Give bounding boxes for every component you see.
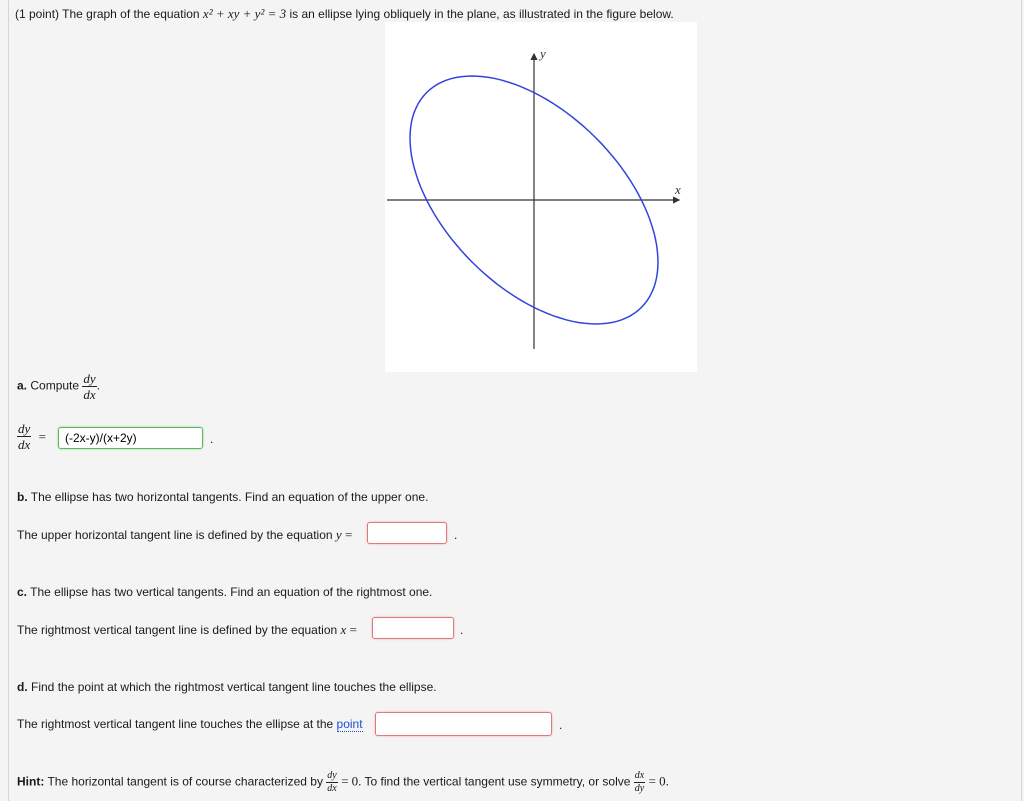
problem-panel: (1 point) The graph of the equation x² + xy + y² = 3 is an ellipse lying obliquely in the plane, as illustrated in the figure below. y x a. Compute $\frac{dy}{dx}$ . $\frac{dy}{dx}$ = (-2x-y)/(x+2y) . b. The ellipse has two horizontal tangents. Find an equation of the upper one. The upper horizontal tangent line is defined by the equation y = . c. The ellipse has two vertical tangents. Find an equation of the rightmost one. The rightmost vertical tangent line is defined by the equation x = . d. Find the point at which the rightmost vertical tangent line touches the ellipse. The rightmost vertical tangent line touches the ellipse at the point . Hint: The horizontal tangent is of course characterized by $\frac{dy}{dx}$ = 0. To find the vertical tangent use symmetry, or solve $\frac{dx}{dy}$ = 0. — [8, 0, 1022, 801]
hint-eq-2: = 0. — [648, 773, 669, 789]
part-a-prompt-text: Compute — [30, 378, 80, 393]
y-axis-label: y — [540, 46, 546, 61]
part-b-statement-text: The upper horizontal tangent line is defined by the equation — [17, 528, 333, 542]
part-b-statement: The upper horizontal tangent line is defined by the equation y = — [17, 527, 353, 542]
part-c-statement: The rightmost vertical tangent line is defined by the equation x = — [17, 622, 358, 637]
equals-sign: = — [38, 428, 46, 444]
hint-line — [17, 771, 669, 794]
part-d-statement-text: The rightmost vertical tangent line touches the ellipse at the — [17, 717, 334, 731]
part-d-statement — [17, 717, 363, 731]
hint-eq-1: = 0. — [341, 773, 362, 789]
hint-f1-numerator: dy — [327, 770, 337, 781]
ellipse-graph — [385, 22, 697, 372]
part-c-prompt — [17, 585, 432, 599]
part-b-prompt — [17, 490, 428, 504]
intro-equation: x² + xy + y² = 3 — [202, 6, 287, 21]
dy-dx-fraction — [82, 372, 96, 401]
hint-f1-denominator: dx — [327, 783, 337, 794]
part-d-prompt — [17, 680, 437, 694]
part-b-variable: y — [335, 527, 342, 542]
part-c-answer-input[interactable] — [372, 617, 454, 639]
intro-prefix: (1 point) The graph of the equation — [15, 7, 200, 21]
point-help-link[interactable]: point — [336, 717, 363, 731]
hint-f2-numerator: dx — [634, 770, 645, 781]
part-d-prompt-text: Find the point at which the rightmost vertical tangent line touches the ellipse. — [31, 680, 437, 694]
problem-intro — [15, 6, 674, 22]
part-d-answer-input[interactable] — [375, 712, 552, 736]
lhs-denominator: dx — [18, 437, 31, 452]
part-a-answer-row — [17, 422, 46, 451]
intro-suffix: is an ellipse lying obliquely in the plane, as illustrated in the figure below. — [289, 7, 674, 21]
part-a-answer-input[interactable] — [58, 427, 203, 449]
ellipse-figure — [385, 22, 697, 372]
part-c-label: c. — [17, 585, 28, 599]
x-axis-label: x — [675, 182, 681, 197]
part-a-prompt: a. Compute $\frac{dy}{dx}$ . — [17, 371, 101, 402]
dy-dx-lhs — [17, 422, 31, 451]
part-b-answer-input[interactable] — [367, 522, 447, 544]
hint-f2-denominator: dy — [634, 783, 645, 794]
part-b-label: b. — [17, 490, 28, 504]
part-a-label: a. — [17, 378, 28, 393]
hint-dx-dy-fraction — [634, 771, 645, 794]
lhs-numerator: dy — [18, 421, 31, 436]
part-c-prompt-text: The ellipse has two vertical tangents. Find an equation of the rightmost one. — [30, 585, 433, 599]
hint-dy-dx-fraction — [326, 771, 337, 794]
hint-label: Hint: — [17, 774, 45, 789]
hint-text-1: The horizontal tangent is of course characterized by — [47, 774, 323, 789]
hint-text-2: To find the vertical tangent use symmetry, or solve — [364, 774, 631, 789]
frac-denominator: dx — [83, 387, 96, 402]
frac-numerator: dy — [83, 371, 96, 386]
part-b-prompt-text: The ellipse has two horizontal tangents. Find an equation of the upper one. — [30, 490, 429, 504]
part-c-variable: x — [340, 622, 347, 637]
part-c-statement-text: The rightmost vertical tangent line is defined by the equation — [17, 623, 338, 637]
part-d-label: d. — [17, 680, 28, 694]
